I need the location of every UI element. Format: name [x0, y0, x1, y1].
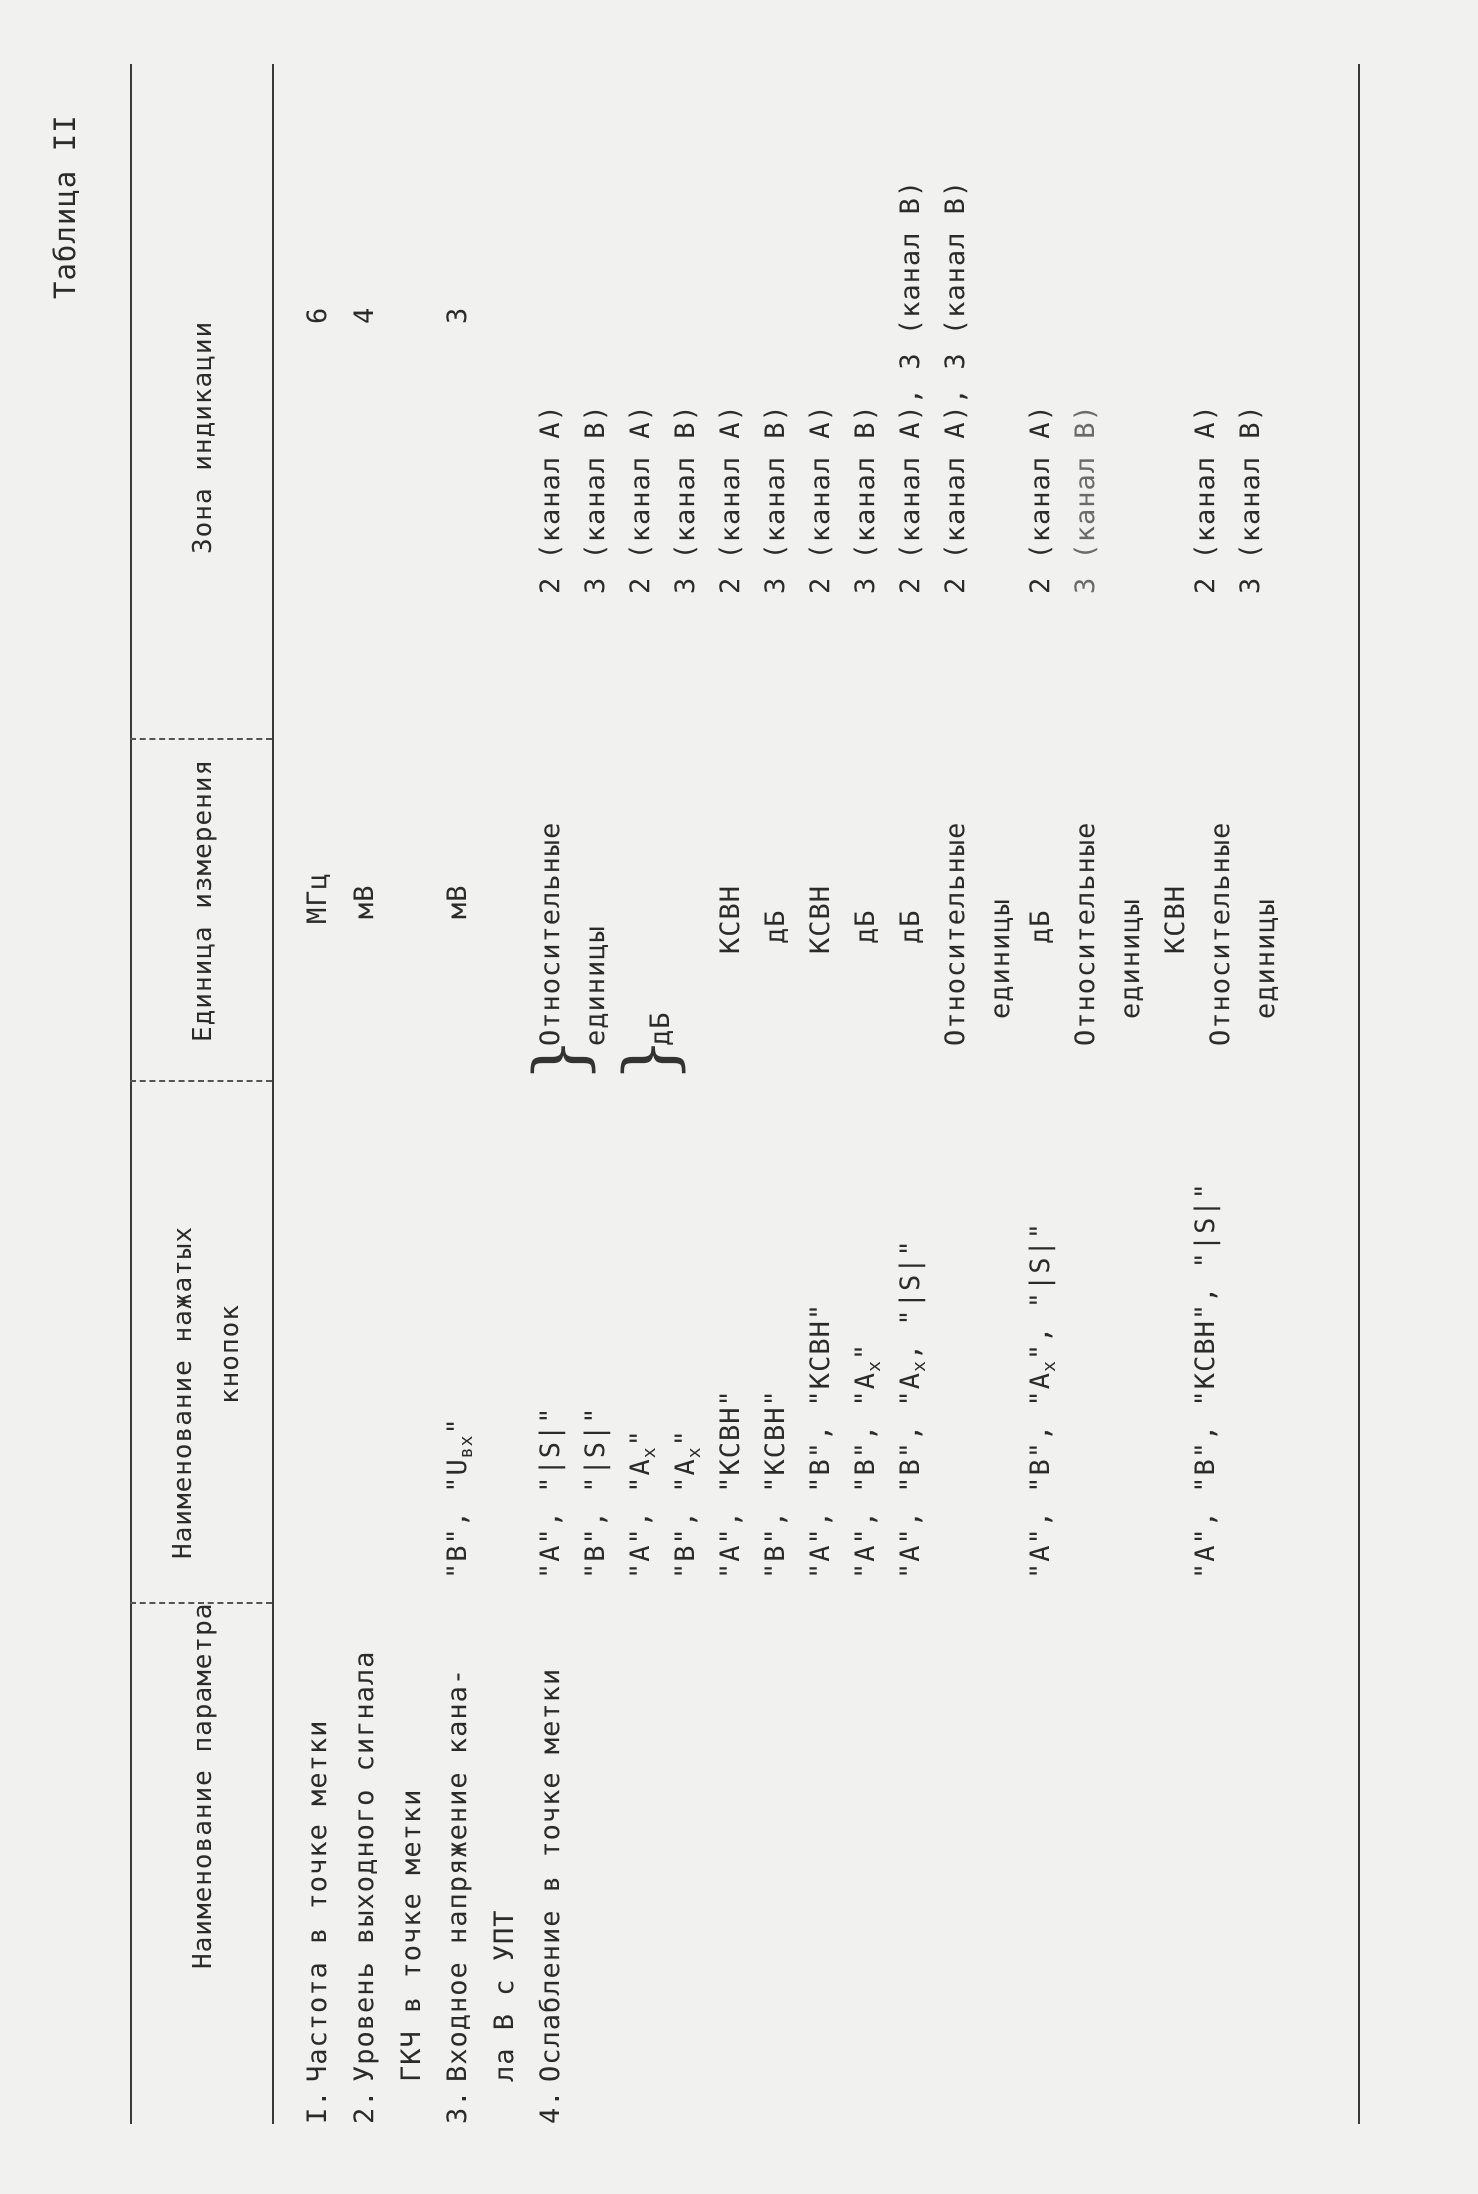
zone-11: 3 (канал В): [850, 404, 881, 594]
param-num-1: I.: [302, 2089, 333, 2124]
zone-4: 2 (канал А): [535, 404, 566, 594]
brace: }: [609, 1037, 691, 1082]
zone-15: 3 (канал В): [1070, 404, 1101, 594]
buttons-row-4e: "А", "КСВН": [715, 1389, 746, 1579]
zone-9: 3 (канал В): [760, 404, 791, 594]
zone-8: 2 (канал А): [715, 404, 746, 594]
header-unit: Единица измерения: [188, 758, 218, 1042]
param-text-3a: Входное напряжение кана-: [442, 1667, 473, 2082]
buttons-row-4b: "В", "|S|": [580, 1406, 611, 1579]
buttons-row-4h: "А", "В", "$А_х$": [850, 1342, 885, 1579]
buttons-row-4j: "А", "В", "$А_х$", "|S|": [1025, 1222, 1060, 1579]
header-buttons-line1: Наименование нажатых: [168, 1225, 198, 1559]
unit-db-brace: дБ: [645, 1011, 676, 1046]
table-top-rule: [130, 64, 132, 2124]
buttons-row-4k: "А", "В", "КСВН", "|S|": [1190, 1182, 1221, 1579]
zone-16: 2 (канал А): [1190, 404, 1221, 594]
param-num-2: 2.: [349, 2089, 380, 2124]
column-divider: [130, 1080, 272, 1082]
param-num-3: 3.: [442, 2089, 473, 2124]
header-zone: Зона индикации: [188, 320, 218, 554]
unit-db: дБ: [760, 909, 791, 944]
zone-1: 6: [302, 306, 333, 324]
unit-db: дБ: [850, 909, 881, 944]
unit-rel-3b: единицы: [1115, 898, 1146, 1019]
unit-rel-1b: единицы: [580, 925, 611, 1046]
param-text-1: Частота в точке метки: [302, 1719, 333, 2082]
buttons-row-4a: "А", "|S|": [535, 1406, 566, 1579]
zone-2: 4: [349, 306, 380, 324]
header-buttons-line2: кнопок: [215, 1304, 245, 1404]
zone-17: 3 (канал В): [1235, 404, 1266, 594]
unit-db: дБ: [895, 909, 926, 944]
zone-6: 2 (канал А): [625, 404, 656, 594]
table-caption: Таблица II: [48, 114, 82, 299]
buttons-row-4c: "А", "$А_х$": [625, 1429, 660, 1579]
zone-13: 2 (канал А), 3 (канал В): [940, 179, 971, 594]
zone-7: 3 (канал В): [670, 404, 701, 594]
unit-rel-2b: единицы: [985, 898, 1016, 1019]
header-bottom-rule: [272, 64, 274, 2124]
zone-10: 2 (канал А): [805, 404, 836, 594]
unit-rel-1a: Относительные: [535, 821, 566, 1046]
buttons-row-3: "В", "$U_{вх}$": [442, 1417, 477, 1579]
brace: }: [519, 1037, 601, 1082]
zone-3: 3: [442, 306, 473, 324]
unit-mhz: МГц: [302, 872, 333, 924]
unit-db: дБ: [1025, 909, 1056, 944]
unit-mv: мВ: [442, 884, 473, 919]
buttons-row-4i: "А", "В", "$А_х$, "|S|": [895, 1239, 930, 1579]
buttons-row-4d: "В", "$А_х$": [670, 1429, 705, 1579]
unit-ksvn: КСВН: [805, 884, 836, 954]
unit-ksvn: КСВН: [1160, 884, 1191, 954]
zone-12: 2 (канал А), 3 (канал В): [895, 179, 926, 594]
unit-ksvn: КСВН: [715, 884, 746, 954]
unit-rel-3a: Относительные: [1070, 821, 1101, 1046]
buttons-row-4g: "А", "В", "КСВН": [805, 1302, 836, 1579]
unit-rel-2a: Относительные: [940, 821, 971, 1046]
zone-5: 3 (канал В): [580, 404, 611, 594]
param-text-2b: ГКЧ в точке метки: [396, 1788, 427, 2082]
unit-rel-4a: Относительные: [1205, 821, 1236, 1046]
param-text-3b: ла В с УПТ: [489, 1909, 520, 2082]
header-param: Наименование параметра: [188, 1602, 218, 1969]
param-num-4: 4.: [535, 2089, 566, 2124]
param-text-4: Ослабление в точке метки: [535, 1667, 566, 2082]
buttons-row-4f: "В", "КСВН": [760, 1389, 791, 1579]
table-bottom-rule: [1358, 64, 1360, 2124]
unit-rel-4b: единицы: [1250, 898, 1281, 1019]
zone-14: 2 (канал А): [1025, 404, 1056, 594]
column-divider: [130, 738, 272, 740]
param-text-2a: Уровень выходного сигнала: [349, 1650, 380, 2082]
unit-mv: мВ: [349, 884, 380, 919]
